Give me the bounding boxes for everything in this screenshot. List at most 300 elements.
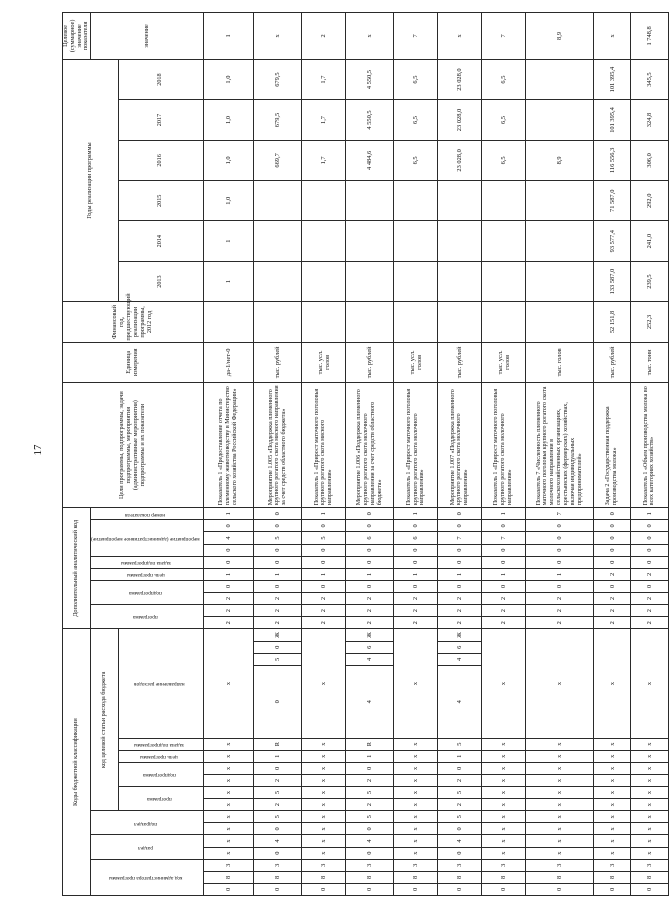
target-item-digit: х (593, 787, 630, 799)
analytic-code-digit: 4 (203, 532, 253, 544)
analytic-code-digit: 1 (346, 568, 394, 580)
header-kw-task: задача подпрограммы (91, 556, 204, 568)
admin-code-digit: 8 (593, 871, 630, 883)
analytic-code-digit: 0 (526, 532, 594, 544)
page-number: 17 (32, 444, 44, 456)
year-value: 345,5 (631, 59, 668, 99)
analytic-code-digit: 1 (394, 568, 438, 580)
target-item-digit: х (482, 629, 526, 738)
analytic-code-digit: 0 (526, 520, 594, 532)
year-value (526, 59, 594, 99)
analytic-code-digit: 2 (254, 605, 302, 617)
subsection-digit: х (302, 823, 346, 835)
analytic-code-digit: 2 (203, 617, 253, 629)
analytic-code-digit: 2 (526, 617, 594, 629)
target-value: 7 (482, 13, 526, 60)
year-value: 6,5 (394, 100, 438, 140)
target-item-digit: х (203, 629, 253, 738)
subsection-digit: х (593, 823, 630, 835)
year-value (438, 261, 482, 301)
analytic-code-digit: 5 (254, 532, 302, 544)
year-value: 1,0 (203, 140, 253, 180)
analytic-code-digit: 0 (438, 556, 482, 568)
section-digit: х (203, 835, 253, 847)
target-value: 7 (394, 13, 438, 60)
admin-code-digit: 8 (394, 871, 438, 883)
target-item-digit: R (346, 738, 394, 750)
admin-code-digit: 3 (346, 859, 394, 871)
analytic-code-digit: 0 (394, 580, 438, 592)
analytic-code-digit: 2 (593, 568, 630, 580)
target-item-digit: х (593, 750, 630, 762)
analytic-code-digit: 1 (482, 508, 526, 520)
target-item-digit: 5 (346, 787, 394, 799)
analytic-code-digit: 2 (593, 617, 630, 629)
target-item-digit: х (203, 774, 253, 786)
target-item-digit: 4 (438, 665, 482, 738)
row-unit: тыс. усл. голов (394, 342, 438, 382)
year-value (302, 181, 346, 221)
analytic-code-digit: 0 (438, 520, 482, 532)
year-value: 679,5 (254, 100, 302, 140)
analytic-code-digit: 2 (346, 605, 394, 617)
section-digit: х (526, 847, 594, 859)
analytic-code-digit: 2 (302, 617, 346, 629)
target-item-digit: х (631, 787, 668, 799)
target-item-digit: х (526, 799, 594, 811)
year-value: 4 550,5 (346, 100, 394, 140)
header-name: Цели программы, подпрограммы, задачи подпрограммы, мероприятия (административные мероприятия) подпрограммы и их показатели (63, 383, 204, 508)
table-row (482, 13, 526, 896)
analytic-code-digit: 1 (631, 508, 668, 520)
analytic-code-digit: 0 (482, 580, 526, 592)
admin-code-digit: 3 (203, 859, 253, 871)
header-section: раздел (91, 835, 204, 859)
target-value: х (593, 13, 630, 60)
admin-code-digit: 8 (526, 871, 594, 883)
analytic-code-digit: 1 (302, 568, 346, 580)
row-fin-year-value (203, 302, 253, 342)
row-name: Показатель 1 «Объем производства молока во всех категориях хозяйств» (631, 383, 668, 508)
year-value: 6,5 (394, 140, 438, 180)
year-value (482, 221, 526, 261)
admin-code-digit: 8 (346, 871, 394, 883)
row-unit: тыс. рублей (254, 342, 302, 382)
year-value: 306,0 (631, 140, 668, 180)
analytic-code-digit: 2 (593, 593, 630, 605)
target-item-digit: R (254, 738, 302, 750)
target-item-digit: х (302, 799, 346, 811)
analytic-code-digit: 0 (526, 580, 594, 592)
analytic-code-digit: 0 (394, 520, 438, 532)
admin-code-digit: 8 (482, 871, 526, 883)
header-subprogram: подпрограмма (118, 762, 203, 786)
analytic-code-digit: 0 (593, 544, 630, 556)
analytic-code-digit: 0 (254, 520, 302, 532)
analytic-code-digit: 0 (631, 556, 668, 568)
target-value: 1 748,8 (631, 13, 668, 60)
analytic-code-digit: 2 (302, 593, 346, 605)
year-value: 93 577,4 (593, 221, 630, 261)
header-kw-program: программа (91, 605, 204, 629)
analytic-code-digit: 0 (394, 544, 438, 556)
year-value: 669,7 (254, 140, 302, 180)
analytic-code-digit: 0 (438, 544, 482, 556)
target-item-digit: х (302, 787, 346, 799)
analytic-code-digit: 2 (203, 593, 253, 605)
subsection-digit: 0 (346, 823, 394, 835)
year-value (346, 261, 394, 301)
section-digit: х (203, 847, 253, 859)
target-item-digit: х (593, 774, 630, 786)
target-item-digit: х (394, 629, 438, 738)
target-item-digit: х (593, 629, 630, 738)
section-digit: 4 (346, 835, 394, 847)
year-value: 1,0 (203, 181, 253, 221)
analytic-code-digit: 0 (394, 556, 438, 568)
row-unit: да-1/нет-0 (203, 342, 253, 382)
year-value: 71 587,0 (593, 181, 630, 221)
row-fin-year-value (526, 302, 594, 342)
analytic-code-digit: 0 (254, 544, 302, 556)
year-value (394, 181, 438, 221)
year-value: 241,0 (631, 221, 668, 261)
target-item-digit: х (631, 629, 668, 738)
analytic-code-digit: 0 (482, 556, 526, 568)
row-name: Задача 2 «Государственная поддержка производства молока» (593, 383, 630, 508)
row-unit: тыс. усл. голов (482, 342, 526, 382)
analytic-code-digit: 2 (254, 617, 302, 629)
header-program: программа (118, 787, 203, 811)
admin-code-digit: 0 (438, 883, 482, 895)
year-value: 324,8 (631, 100, 668, 140)
analytic-code-digit: 2 (203, 605, 253, 617)
admin-code-digit: 3 (631, 859, 668, 871)
section-digit: х (302, 847, 346, 859)
row-fin-year-value (482, 302, 526, 342)
header-year-2018: 2018 (118, 59, 203, 99)
analytic-code-digit: 2 (438, 593, 482, 605)
target-item-digit: х (593, 762, 630, 774)
target-item-digit: х (631, 799, 668, 811)
analytic-code-digit: 0 (346, 520, 394, 532)
year-value (438, 221, 482, 261)
year-value: 679,5 (254, 59, 302, 99)
year-value: 1 (203, 261, 253, 301)
table-row (438, 13, 482, 896)
analytic-code-digit: 0 (203, 556, 253, 568)
year-value (346, 221, 394, 261)
year-value (254, 221, 302, 261)
year-value: 1,7 (302, 59, 346, 99)
row-name: Показатель 1 «Прирост маточного поголовья крупного рогатого скота молочного направления» (482, 383, 526, 508)
target-item-digit: 2 (346, 799, 394, 811)
year-value: 1 (203, 221, 253, 261)
target-item-digit: х (203, 787, 253, 799)
row-unit: тыс. рублей (438, 342, 482, 382)
target-item-digit: х (526, 629, 594, 738)
admin-code-digit: 0 (482, 883, 526, 895)
target-item-digit: 5 (438, 738, 482, 750)
target-item-digit: 2 (438, 799, 482, 811)
analytic-code-digit: 0 (302, 520, 346, 532)
subsection-digit: х (631, 823, 668, 835)
header-year-2014: 2014 (118, 221, 203, 261)
target-item-digit: х (482, 762, 526, 774)
target-item-digit: 1 (254, 750, 302, 762)
admin-code-digit: 0 (302, 883, 346, 895)
program-table (62, 12, 669, 896)
target-item-digit: х (482, 787, 526, 799)
row-unit: тыс. усл. голов (302, 342, 346, 382)
target-item-digit: Ж (254, 629, 302, 641)
year-value: 101 395,4 (593, 59, 630, 99)
target-item-digit: х (593, 799, 630, 811)
section-digit: 0 (346, 847, 394, 859)
analytic-code-digit: 0 (346, 544, 394, 556)
admin-code-digit: 8 (203, 871, 253, 883)
analytic-code-digit: 0 (631, 520, 668, 532)
analytic-code-digit: 0 (526, 544, 594, 556)
header-target-item: код целевой статьи расхода бюджета (91, 629, 118, 811)
analytic-code-digit: 0 (593, 580, 630, 592)
header-kw-measure: мероприятие (административное мероприятие) (91, 520, 204, 556)
header-kw-indicator: номер показателя (91, 508, 204, 520)
analytic-code-digit: 2 (482, 605, 526, 617)
admin-code-digit: 3 (302, 859, 346, 871)
section-digit: 0 (438, 847, 482, 859)
year-value: 8,9 (526, 140, 594, 180)
target-item-digit: х (302, 750, 346, 762)
analytic-code-digit: 0 (593, 520, 630, 532)
target-item-digit: х (203, 762, 253, 774)
subsection-digit: х (302, 811, 346, 823)
row-name: Показатель 1 «Предоставление отчета по племенному животноводству в Министерство сельского хозяйства Российской Федерации» (203, 383, 253, 508)
analytic-code-digit: 1 (438, 568, 482, 580)
header-direction: направление расходов (118, 629, 203, 738)
target-item-digit: х (631, 738, 668, 750)
analytic-code-digit: 2 (254, 593, 302, 605)
admin-code-digit: 3 (482, 859, 526, 871)
section-digit: х (631, 835, 668, 847)
header-kw-subprogram: подпрограмма (91, 580, 204, 604)
analytic-code-digit: 0 (254, 556, 302, 568)
section-digit: 4 (438, 835, 482, 847)
target-item-digit: х (302, 762, 346, 774)
subsection-digit: х (526, 823, 594, 835)
target-item-digit: 1 (438, 750, 482, 762)
section-digit: х (302, 835, 346, 847)
target-item-digit: Ж (346, 629, 394, 641)
target-item-digit: х (394, 762, 438, 774)
section-digit: х (526, 835, 594, 847)
admin-code-digit: 0 (254, 883, 302, 895)
year-value (526, 221, 594, 261)
target-item-digit: 6 (346, 641, 394, 653)
year-value (254, 261, 302, 301)
analytic-code-digit: 0 (526, 556, 594, 568)
analytic-code-digit: 1 (526, 568, 594, 580)
row-unit: тыс. тонн (631, 342, 668, 382)
target-item-digit: х (394, 750, 438, 762)
analytic-code-digit: 2 (631, 605, 668, 617)
target-item-digit: 2 (346, 774, 394, 786)
row-fin-year-value (346, 302, 394, 342)
target-item-digit: х (302, 774, 346, 786)
admin-code-digit: 8 (302, 871, 346, 883)
year-value: 23 028,0 (438, 100, 482, 140)
admin-code-digit: 0 (631, 883, 668, 895)
section-digit: х (394, 847, 438, 859)
target-item-digit: х (526, 750, 594, 762)
rotated-table-container (62, 12, 656, 896)
analytic-code-digit: 2 (346, 593, 394, 605)
analytic-code-digit: 1 (482, 568, 526, 580)
subsection-digit: 5 (254, 811, 302, 823)
analytic-code-digit: 0 (482, 520, 526, 532)
target-item-digit: х (394, 787, 438, 799)
analytic-code-digit: 0 (593, 508, 630, 520)
analytic-code-digit: 6 (394, 532, 438, 544)
analytic-code-digit: 0 (593, 556, 630, 568)
table-row (346, 13, 394, 896)
analytic-code-digit: 0 (302, 556, 346, 568)
analytic-code-digit: 0 (254, 508, 302, 520)
target-item-digit: х (482, 738, 526, 750)
section-digit: х (593, 847, 630, 859)
analytic-code-digit: 0 (482, 544, 526, 556)
analytic-code-digit: 0 (631, 544, 668, 556)
year-value: 1,0 (203, 100, 253, 140)
year-value: 1,7 (302, 140, 346, 180)
year-value (394, 261, 438, 301)
year-value (526, 181, 594, 221)
analytic-code-digit: 2 (438, 605, 482, 617)
subsection-digit: х (482, 811, 526, 823)
analytic-code-digit: 0 (302, 544, 346, 556)
subsection-digit: х (394, 811, 438, 823)
section-digit: х (482, 847, 526, 859)
row-unit: тыс. рублей (346, 342, 394, 382)
subsection-digit: х (482, 823, 526, 835)
year-value: 292,0 (631, 181, 668, 221)
analytic-code-digit: 0 (203, 520, 253, 532)
header-target-value: значение (91, 13, 204, 60)
target-item-digit: х (631, 750, 668, 762)
target-value: х (254, 13, 302, 60)
analytic-code-digit: 1 (203, 508, 253, 520)
target-item-digit: 0 (346, 762, 394, 774)
analytic-code-digit: 6 (346, 532, 394, 544)
target-item-digit: 0 (438, 762, 482, 774)
table-row (593, 13, 630, 896)
analytic-code-digit: 5 (302, 532, 346, 544)
header-kw-goal: цель программы (91, 568, 204, 580)
analytic-code-digit: 2 (394, 605, 438, 617)
analytic-code-digit: 0 (346, 580, 394, 592)
subsection-digit: х (631, 811, 668, 823)
analytic-code-digit: 0 (631, 532, 668, 544)
header-subprogram-task: задача подпрограммы (118, 738, 203, 750)
year-value: 23 028,0 (438, 59, 482, 99)
admin-code-digit: 3 (593, 859, 630, 871)
target-item-digit: 6 (438, 641, 482, 653)
year-value: 4 484,6 (346, 140, 394, 180)
year-value (302, 261, 346, 301)
target-item-digit: х (526, 787, 594, 799)
year-value: 101 395,4 (593, 100, 630, 140)
target-item-digit: 2 (254, 799, 302, 811)
year-value: 23 028,0 (438, 140, 482, 180)
year-value (394, 221, 438, 261)
target-item-digit: х (482, 799, 526, 811)
year-value: 6,5 (482, 140, 526, 180)
table-row (302, 13, 346, 896)
admin-code-digit: 3 (394, 859, 438, 871)
admin-code-digit: 3 (254, 859, 302, 871)
target-item-digit: х (593, 738, 630, 750)
admin-code-digit: 3 (526, 859, 594, 871)
analytic-code-digit: 0 (346, 508, 394, 520)
year-value: 6,5 (482, 59, 526, 99)
target-value: 1 (203, 13, 253, 60)
row-fin-year-value (254, 302, 302, 342)
analytic-code-digit: 0 (346, 556, 394, 568)
table-row (631, 13, 668, 896)
header-admin-code: код администратора программы (91, 859, 204, 895)
analytic-code-digit: 2 (302, 605, 346, 617)
target-item-digit: х (394, 774, 438, 786)
row-fin-year-value: 252,3 (631, 302, 668, 342)
analytic-code-digit: 2 (394, 617, 438, 629)
header-year-2015: 2015 (118, 181, 203, 221)
analytic-code-digit: 2 (394, 593, 438, 605)
section-digit: х (394, 835, 438, 847)
header-target-group: Целевое (суммарное) значение показателя (63, 13, 91, 60)
header-row-1 (63, 13, 91, 896)
analytic-code-digit: 0 (203, 580, 253, 592)
target-item-digit: х (526, 762, 594, 774)
target-item-digit: 2 (254, 774, 302, 786)
row-name: Показатель 7 «Численность племенного маточного поголовья крупного рогатого скота молочного направления в сельскохозяйственных организациях, крестьянских (фермерских) хозяйствах, включая индивидуальных предпринимателей» (526, 383, 594, 508)
row-unit: тыс. голов (526, 342, 594, 382)
analytic-code-digit: 1 (203, 568, 253, 580)
row-name: Мероприятие 1.005 «Поддержка племенного крупного рогатого скота мясного направления за счет средств областного бюджета» (254, 383, 302, 508)
row-name: Мероприятие 1.006 «Поддержка племенного крупного рогатого скота молочного направления за счет средств областного бюджета» (346, 383, 394, 508)
admin-code-digit: 8 (254, 871, 302, 883)
document-sheet (62, 12, 656, 896)
subsection-digit: х (203, 823, 253, 835)
admin-code-digit: 0 (593, 883, 630, 895)
header-years-group: Годы реализации программы (63, 59, 119, 301)
header-program-goal: цель программы (118, 750, 203, 762)
target-item-digit: 2 (438, 774, 482, 786)
admin-code-digit: 0 (346, 883, 394, 895)
year-value (482, 181, 526, 221)
header-year-2017: 2017 (118, 100, 203, 140)
analytic-code-digit: 7 (482, 532, 526, 544)
target-item-digit: х (203, 799, 253, 811)
header-analytic-code: Дополнительный аналитический код (63, 508, 91, 629)
subsection-digit: 0 (254, 823, 302, 835)
table-row (526, 13, 594, 896)
target-item-digit: 5 (254, 653, 302, 665)
target-item-digit: х (631, 762, 668, 774)
analytic-code-digit: 1 (302, 508, 346, 520)
year-value: 4 550,5 (346, 59, 394, 99)
row-fin-year-value (438, 302, 482, 342)
target-item-digit: Ж (438, 629, 482, 641)
